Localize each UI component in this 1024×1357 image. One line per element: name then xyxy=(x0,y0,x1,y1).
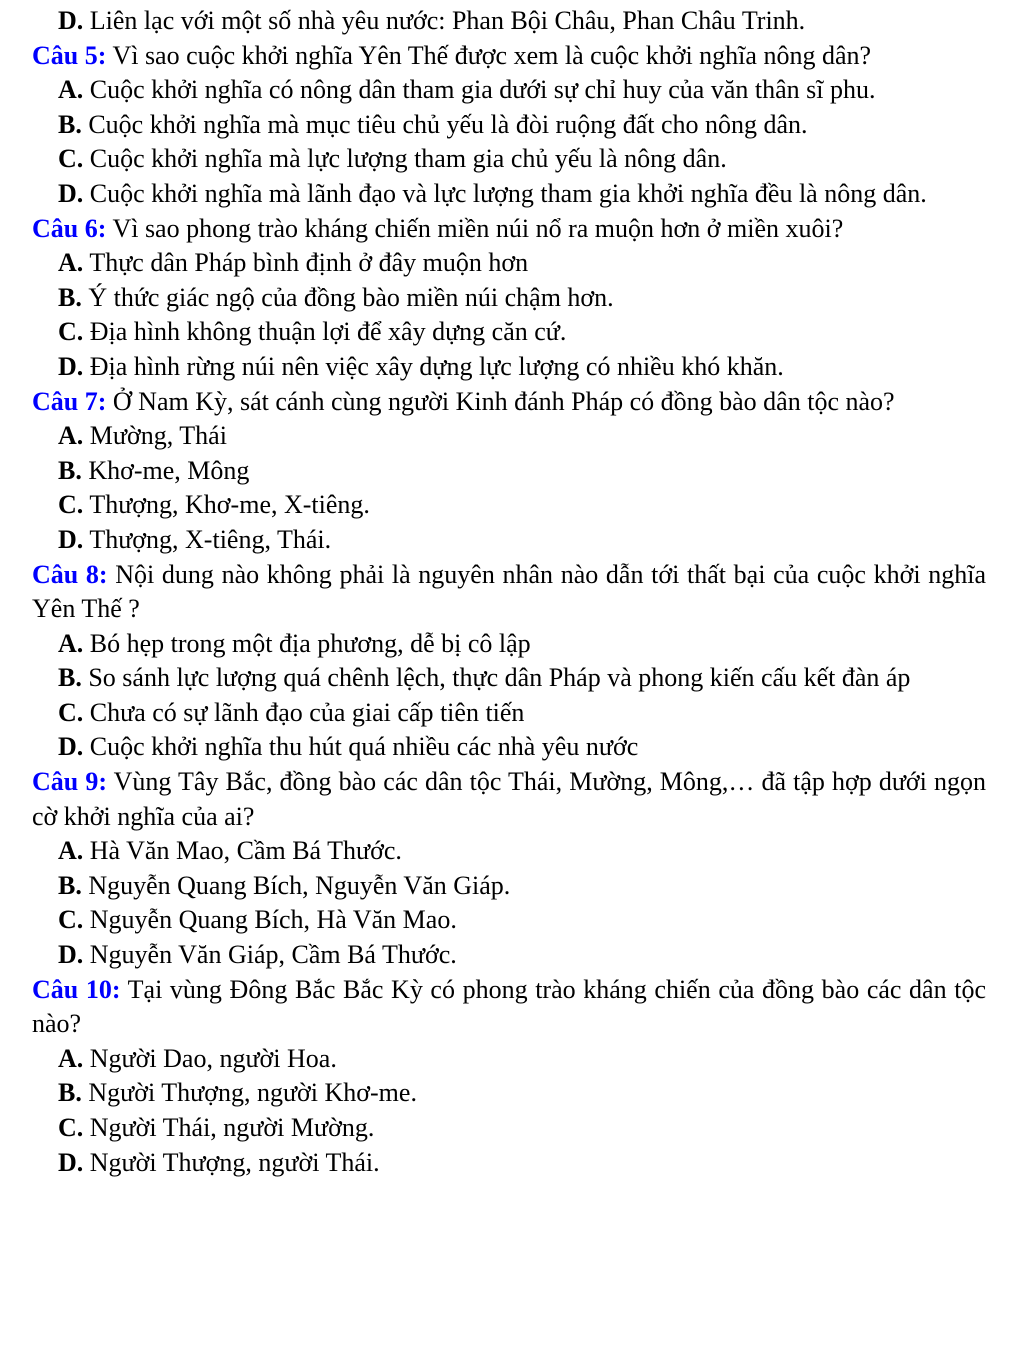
question-text: Vì sao phong trào kháng chiến miền núi nổ ra muộn hơn ở miền xuôi? xyxy=(112,213,844,243)
option-label: A. xyxy=(58,248,84,278)
option-line xyxy=(32,177,986,212)
question-line xyxy=(32,765,986,834)
option-label: C. xyxy=(58,1113,84,1142)
option-text: Mường, Thái xyxy=(89,421,227,451)
option-line xyxy=(32,142,986,177)
orphan-option-text: Liên lạc với một số nhà yêu nước: Phan Bội Châu, Phan Châu Trinh. xyxy=(89,6,806,35)
option-text: Địa hình không thuận lợi để xây dựng căn cứ. xyxy=(89,317,567,347)
question-block xyxy=(32,558,986,766)
option-label: B. xyxy=(58,109,82,139)
option-text: Cuộc khởi nghĩa có nông dân tham gia dưới sự chỉ huy của văn thân sĩ phu. xyxy=(89,75,876,105)
option-label: A. xyxy=(58,836,84,866)
option-line xyxy=(32,1146,986,1181)
option-label: B. xyxy=(58,663,82,693)
option-line xyxy=(32,73,986,108)
option-text: So sánh lực lượng quá chênh lệch, thực dân Pháp và phong kiến cấu kết đàn áp xyxy=(88,663,911,693)
question-block xyxy=(32,973,986,1181)
option-label: D. xyxy=(58,1147,84,1177)
option-line xyxy=(32,1076,986,1111)
question-number-label: Câu 9: xyxy=(32,767,107,797)
option-text: Nguyễn Văn Giáp, Cầm Bá Thước. xyxy=(89,940,457,970)
question-block xyxy=(32,765,986,973)
option-text: Khơ-me, Mông xyxy=(88,455,250,485)
option-label: A. xyxy=(58,1043,84,1073)
option-label: A. xyxy=(58,421,84,451)
option-label: D. xyxy=(58,351,84,381)
option-label: C. xyxy=(58,144,84,174)
option-line xyxy=(32,488,986,523)
question-line xyxy=(32,212,986,247)
option-line xyxy=(32,869,986,904)
option-line xyxy=(32,419,986,454)
question-line xyxy=(32,39,986,74)
option-text: Địa hình rừng núi nên việc xây dựng lực lượng có nhiều khó khăn. xyxy=(89,351,784,381)
option-label: C. xyxy=(58,317,84,347)
question-number-label: Câu 8: xyxy=(32,559,108,589)
option-line xyxy=(32,1111,986,1146)
question-number-label: Câu 7: xyxy=(32,386,107,416)
option-line xyxy=(32,315,986,350)
option-line xyxy=(32,834,986,869)
option-text: Ý thức giác ngộ của đồng bào miền núi chậm hơn. xyxy=(88,282,614,312)
question-line xyxy=(32,973,986,1042)
option-text: Cuộc khởi nghĩa mà lãnh đạo và lực lượng tham gia khởi nghĩa đều là nông dân. xyxy=(89,178,927,208)
question-block xyxy=(32,212,986,385)
option-line xyxy=(32,1042,986,1077)
option-label: A. xyxy=(58,628,84,658)
option-text: Cuộc khởi nghĩa mà lực lượng tham gia chủ yếu là nông dân. xyxy=(89,144,727,174)
questions-container xyxy=(32,39,986,1181)
option-text: Hà Văn Mao, Cầm Bá Thước. xyxy=(89,836,402,866)
option-text: Thực dân Pháp bình định ở đây muộn hơn xyxy=(89,248,529,278)
question-number-label: Câu 5: xyxy=(32,40,107,70)
option-label: C. xyxy=(58,697,84,727)
question-text: Vùng Tây Bắc, đồng bào các dân tộc Thái, Mường, Mông,… đã tập hợp dưới ngọn cờ khởi nghĩa của ai? xyxy=(32,767,987,831)
option-line xyxy=(32,627,986,662)
question-text: Vì sao cuộc khởi nghĩa Yên Thế được xem là cuộc khởi nghĩa nông dân? xyxy=(112,40,872,70)
option-label: A. xyxy=(58,75,84,105)
option-text: Người Dao, người Hoa. xyxy=(89,1043,337,1073)
option-line xyxy=(32,661,986,696)
question-number-label: Câu 6: xyxy=(32,213,107,243)
option-text: Người Thượng, người Khơ-me. xyxy=(88,1078,417,1108)
option-label: B. xyxy=(58,1078,82,1108)
option-label: B. xyxy=(58,455,82,485)
option-line xyxy=(32,246,986,281)
question-number-label: Câu 10: xyxy=(32,974,121,1004)
option-text: Nguyễn Quang Bích, Hà Văn Mao. xyxy=(89,905,457,935)
option-line xyxy=(32,281,986,316)
option-text: Chưa có sự lãnh đạo của giai cấp tiên tiến xyxy=(89,697,525,727)
option-line xyxy=(32,938,986,973)
option-label: B. xyxy=(58,282,82,312)
option-line xyxy=(32,523,986,558)
question-text: Ở Nam Kỳ, sát cánh cùng người Kinh đánh Pháp có đồng bào dân tộc nào? xyxy=(112,386,895,416)
question-text: Tại vùng Đông Bắc Bắc Kỳ có phong trào kháng chiến của đồng bào các dân tộc nào? xyxy=(32,974,986,1039)
option-text: Thượng, Khơ-me, X-tiêng. xyxy=(89,490,370,520)
option-label: D. xyxy=(58,178,84,208)
option-text: Nguyễn Quang Bích, Nguyễn Văn Giáp. xyxy=(88,870,511,900)
question-line xyxy=(32,385,986,420)
option-label: C. xyxy=(58,905,84,935)
question-text: Nội dung nào không phải là nguyên nhân nào dẫn tới thất bại của cuộc khởi nghĩa Yên Thế ? xyxy=(32,559,986,624)
option-text: Cuộc khởi nghĩa mà mục tiêu chủ yếu là đòi ruộng đất cho nông dân. xyxy=(88,109,808,139)
question-block xyxy=(32,39,986,212)
option-line xyxy=(32,350,986,385)
option-line xyxy=(32,730,986,765)
option-label: D. xyxy=(58,940,84,970)
option-text: Thượng, X-tiêng, Thái. xyxy=(89,524,332,554)
orphan-option-line xyxy=(32,4,986,39)
question-block xyxy=(32,385,986,558)
option-text: Người Thái, người Mường. xyxy=(89,1113,375,1142)
option-label: C. xyxy=(58,490,84,520)
option-line xyxy=(32,454,986,489)
option-label: D. xyxy=(58,524,84,554)
option-label: B. xyxy=(58,870,82,900)
option-label: D. xyxy=(58,732,84,762)
option-text: Bó hẹp trong một địa phương, dễ bị cô lập xyxy=(89,628,531,658)
option-line xyxy=(32,696,986,731)
option-line xyxy=(32,903,986,938)
orphan-option-label: D. xyxy=(58,6,84,35)
option-line xyxy=(32,108,986,143)
option-text: Người Thượng, người Thái. xyxy=(89,1147,380,1177)
option-text: Cuộc khởi nghĩa thu hút quá nhiều các nhà yêu nước xyxy=(89,732,639,762)
question-line xyxy=(32,558,986,627)
